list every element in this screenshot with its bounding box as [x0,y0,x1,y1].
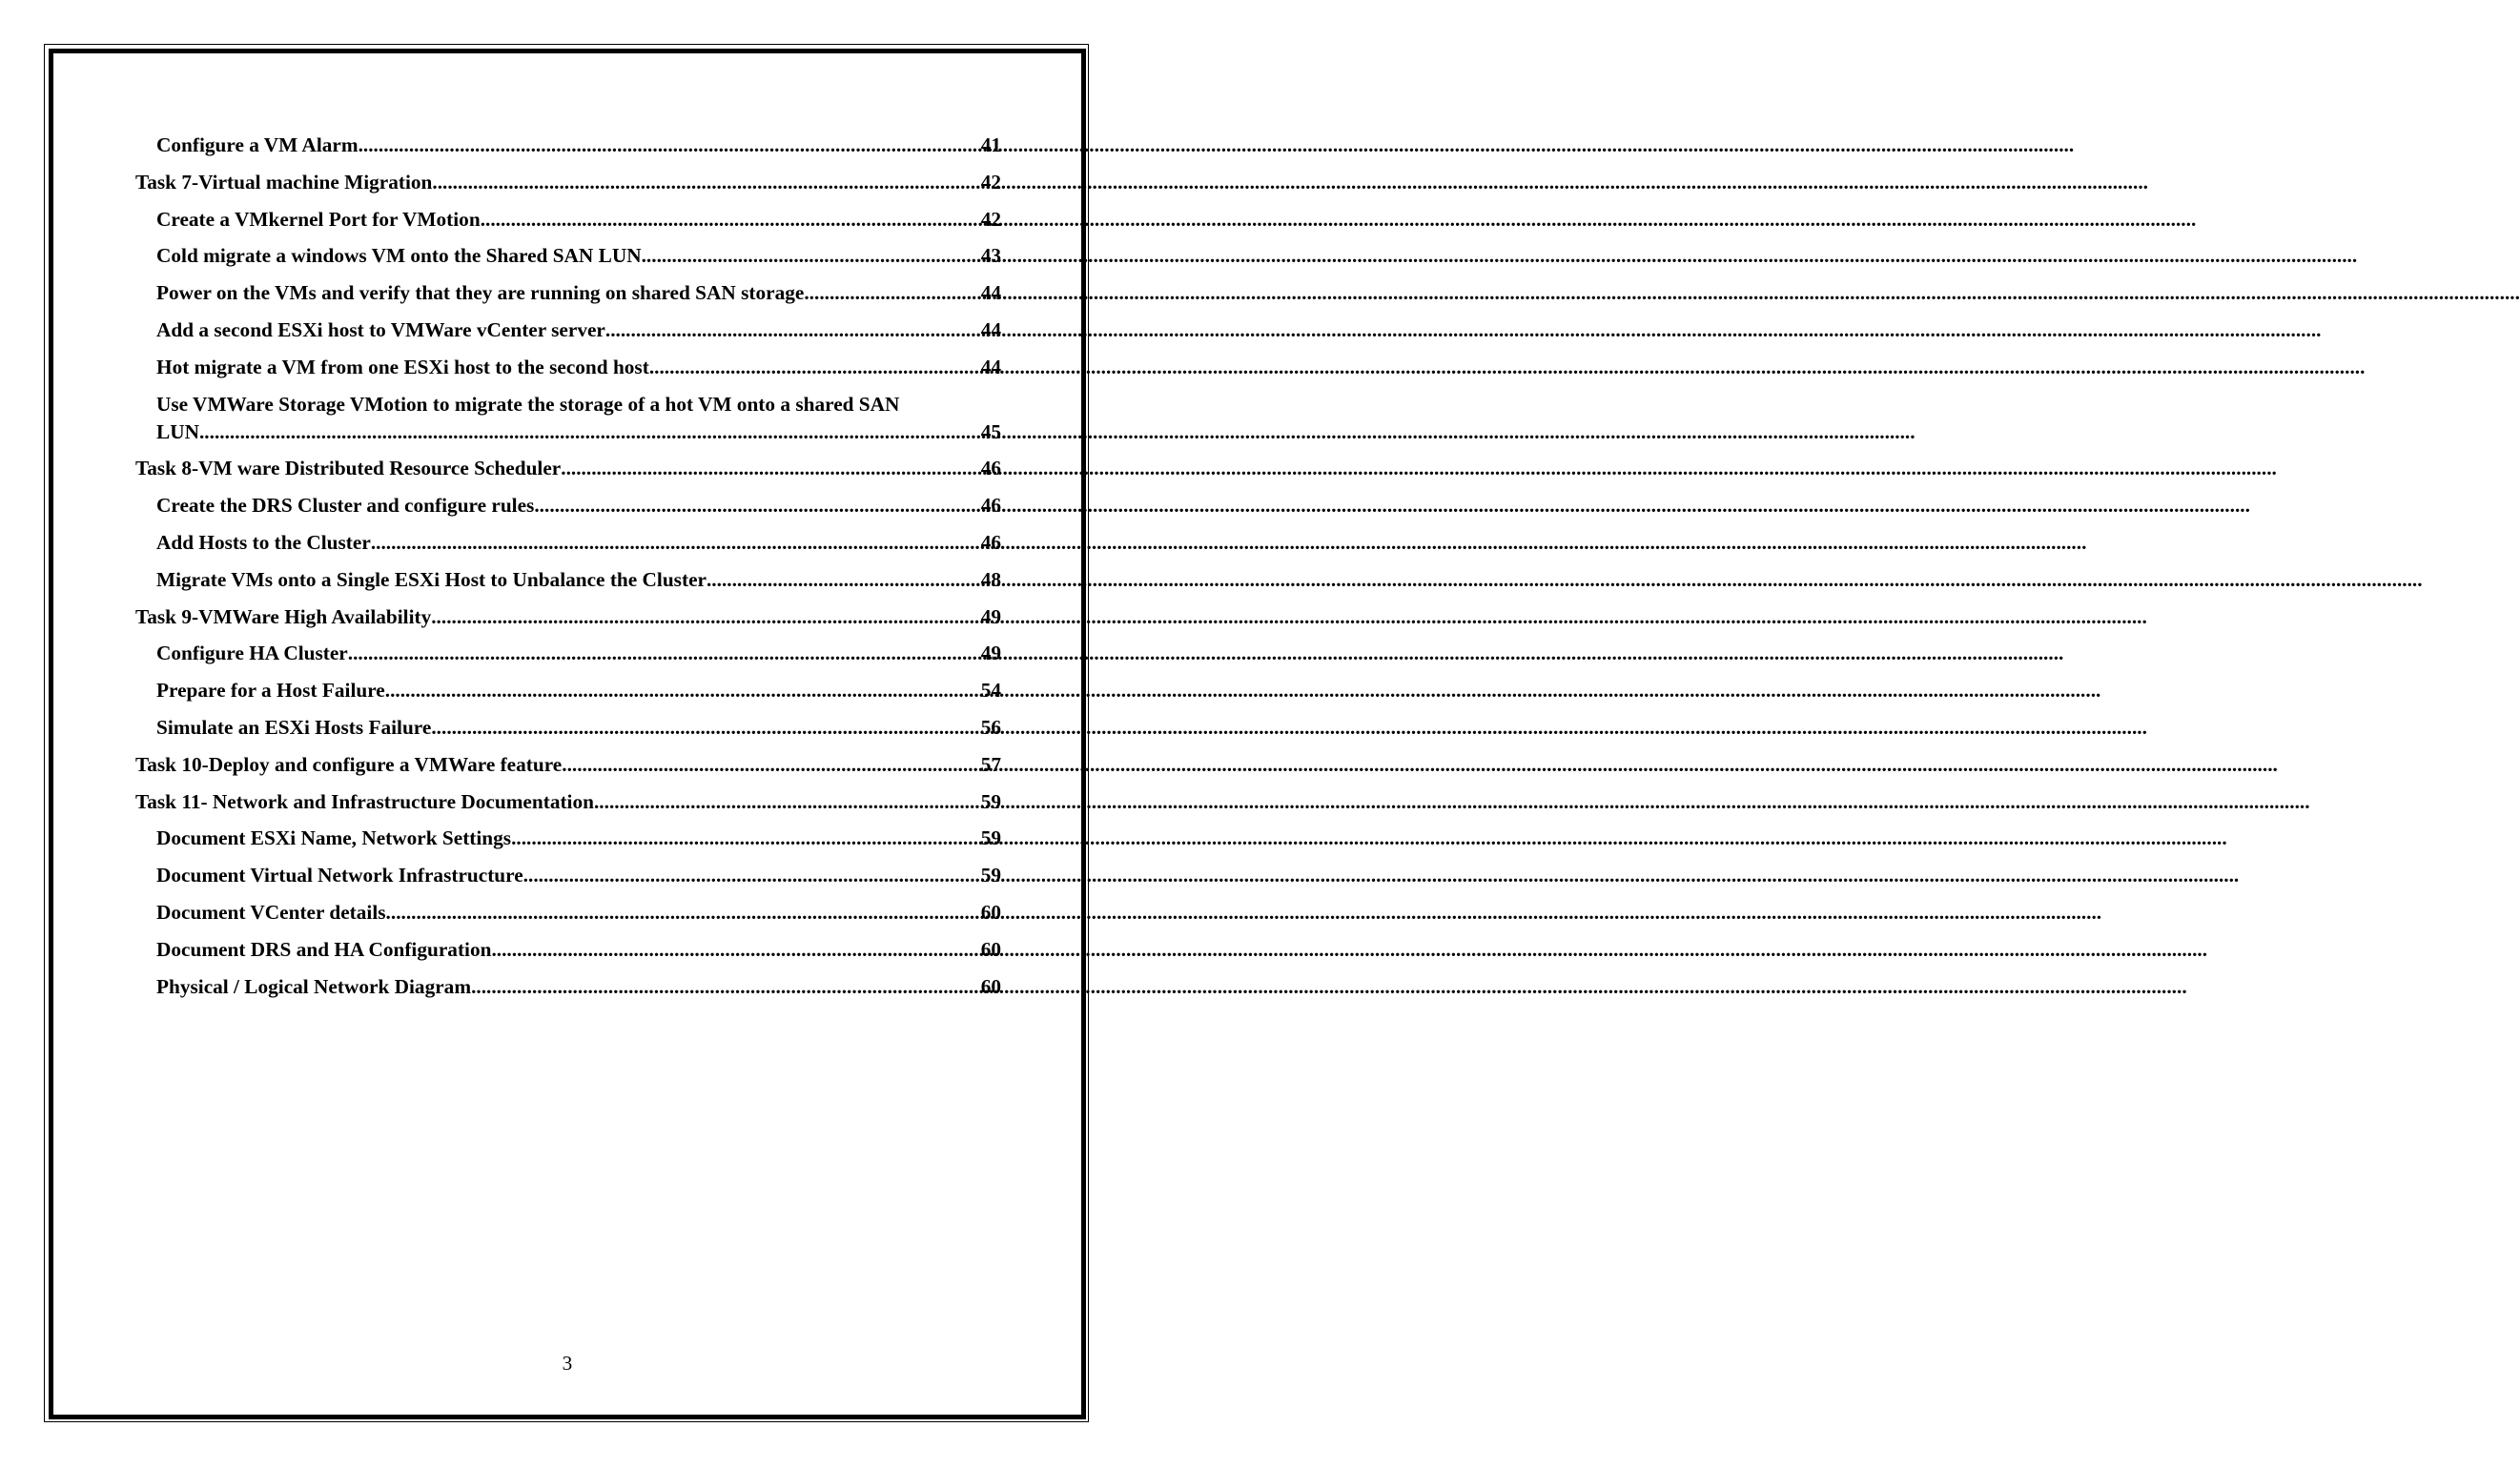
toc-leader-dots [481,206,981,234]
toc-leader-dots [804,279,980,307]
toc-entry-page: 60 [980,937,1001,961]
toc-entry-title: Migrate VMs onto a Single ESXi Host to Unbalance the Cluster [156,567,707,591]
toc-entry[interactable] [135,640,1001,667]
toc-leader-dots [348,640,981,667]
toc-entry-page: 59 [980,864,1001,887]
toc-leader-dots [471,973,981,1001]
toc-leader-dots [594,788,981,816]
toc-entry-title: Add a second ESXi host to VMWare vCenter server [156,317,605,341]
toc-entry[interactable] [135,825,1001,852]
table-of-contents [135,132,1001,1009]
toc-entry-page: 60 [980,900,1001,924]
toc-leader-dots [561,455,980,482]
toc-leader-dots [431,714,980,742]
toc-entry-page: 45 [980,419,1001,443]
toc-leader-dots [707,566,981,594]
toc-entry-page: 46 [980,530,1001,554]
toc-entry-page: 49 [980,642,1001,665]
toc-entry-title: Use VMWare Storage VMotion to migrate the storage of a hot VM onto a shared SAN [156,392,900,416]
toc-entry-title: Physical / Logical Network Diagram [156,974,472,998]
toc-entry-page: 44 [980,317,1001,341]
toc-entry[interactable] [135,751,1001,779]
toc-entry-title-continued [156,418,1001,446]
toc-leader-dots [432,169,980,196]
toc-entry-title-line2: LUN [156,419,199,443]
toc-entry[interactable] [135,354,1001,381]
toc-entry-page: 42 [980,207,1001,231]
toc-entry-title: Task 7-Virtual machine Migration [135,170,433,194]
toc-entry-page: 56 [980,715,1001,739]
toc-entry-title: Document DRS and HA Configuration [156,937,492,961]
toc-entry-page: 59 [980,789,1001,813]
toc-entry-page: 49 [980,604,1001,628]
toc-leader-dots [491,936,980,964]
toc-leader-dots [642,242,981,270]
toc-entry-title: Task 8-VM ware Distributed Resource Scheduler [135,457,562,480]
toc-entry[interactable] [135,316,1001,344]
toc-entry-page: 42 [980,170,1001,194]
toc-entry-title: Create a VMkernel Port for VMotion [156,207,481,231]
toc-leader-dots [562,751,980,779]
toc-entry[interactable] [135,132,1001,159]
toc-leader-dots [605,316,981,344]
toc-entry[interactable] [135,169,1001,196]
toc-entry[interactable] [135,492,1001,520]
toc-entry-page: 41 [980,133,1001,156]
toc-leader-dots [511,825,981,852]
toc-entry-page: 57 [980,752,1001,776]
toc-entry-title: Document ESXi Name, Network Settings [156,826,512,850]
toc-entry-title: Create the DRS Cluster and configure rules [156,494,535,518]
toc-entry[interactable] [135,391,1001,446]
toc-entry-title: Document VCenter details [156,900,386,924]
toc-leader-dots [431,603,980,631]
toc-entry-page: 44 [980,355,1001,378]
toc-entry-page: 60 [980,974,1001,998]
toc-entry[interactable] [135,936,1001,964]
toc-leader-dots [534,492,980,520]
toc-entry[interactable] [135,566,1001,594]
toc-entry[interactable] [135,242,1001,270]
toc-entry-title: Hot migrate a VM from one ESXi host to the second host [156,355,649,378]
toc-leader-dots [371,529,981,557]
toc-entry-title: Task 10-Deploy and configure a VMWare feature [135,752,563,776]
toc-entry[interactable] [135,788,1001,816]
toc-entry-title: Power on the VMs and verify that they are running on shared SAN storage [156,281,805,305]
toc-entry-title: Document Virtual Network Infrastructure [156,864,523,887]
toc-leader-dots [523,862,981,889]
toc-entry[interactable] [135,529,1001,557]
toc-entry[interactable] [135,677,1001,704]
toc-entry-title: Cold migrate a windows VM onto the Shared SAN LUN [156,244,642,268]
toc-entry[interactable] [135,206,1001,234]
toc-leader-dots [385,677,981,704]
toc-leader-dots [359,132,981,159]
toc-entry-page: 59 [980,826,1001,850]
toc-entry[interactable] [135,455,1001,482]
toc-leader-dots [386,899,981,927]
page-number: 3 [562,1352,573,1375]
toc-entry[interactable] [135,603,1001,631]
toc-entry-title: Task 9-VMWare High Availability [135,604,432,628]
toc-entry[interactable] [135,899,1001,927]
toc-entry-page: 48 [980,567,1001,591]
toc-entry[interactable] [135,279,1001,307]
toc-entry[interactable] [135,973,1001,1001]
toc-entry-title: Simulate an ESXi Hosts Failure [156,715,432,739]
toc-entry-page: 44 [980,281,1001,305]
toc-entry-title: Configure a VM Alarm [156,133,359,156]
toc-leader-dots [199,418,981,446]
toc-entry[interactable] [135,714,1001,742]
toc-entry-title: Add Hosts to the Cluster [156,530,371,554]
toc-entry-page: 46 [980,494,1001,518]
toc-entry-title: Task 11- Network and Infrastructure Documentation [135,789,594,813]
toc-entry-title: Configure HA Cluster [156,642,348,665]
toc-entry[interactable] [135,862,1001,889]
toc-leader-dots [649,354,981,381]
toc-entry-title: Prepare for a Host Failure [156,679,385,703]
toc-entry-page: 43 [980,244,1001,268]
toc-entry-page: 54 [980,679,1001,703]
toc-entry-page: 46 [980,457,1001,480]
